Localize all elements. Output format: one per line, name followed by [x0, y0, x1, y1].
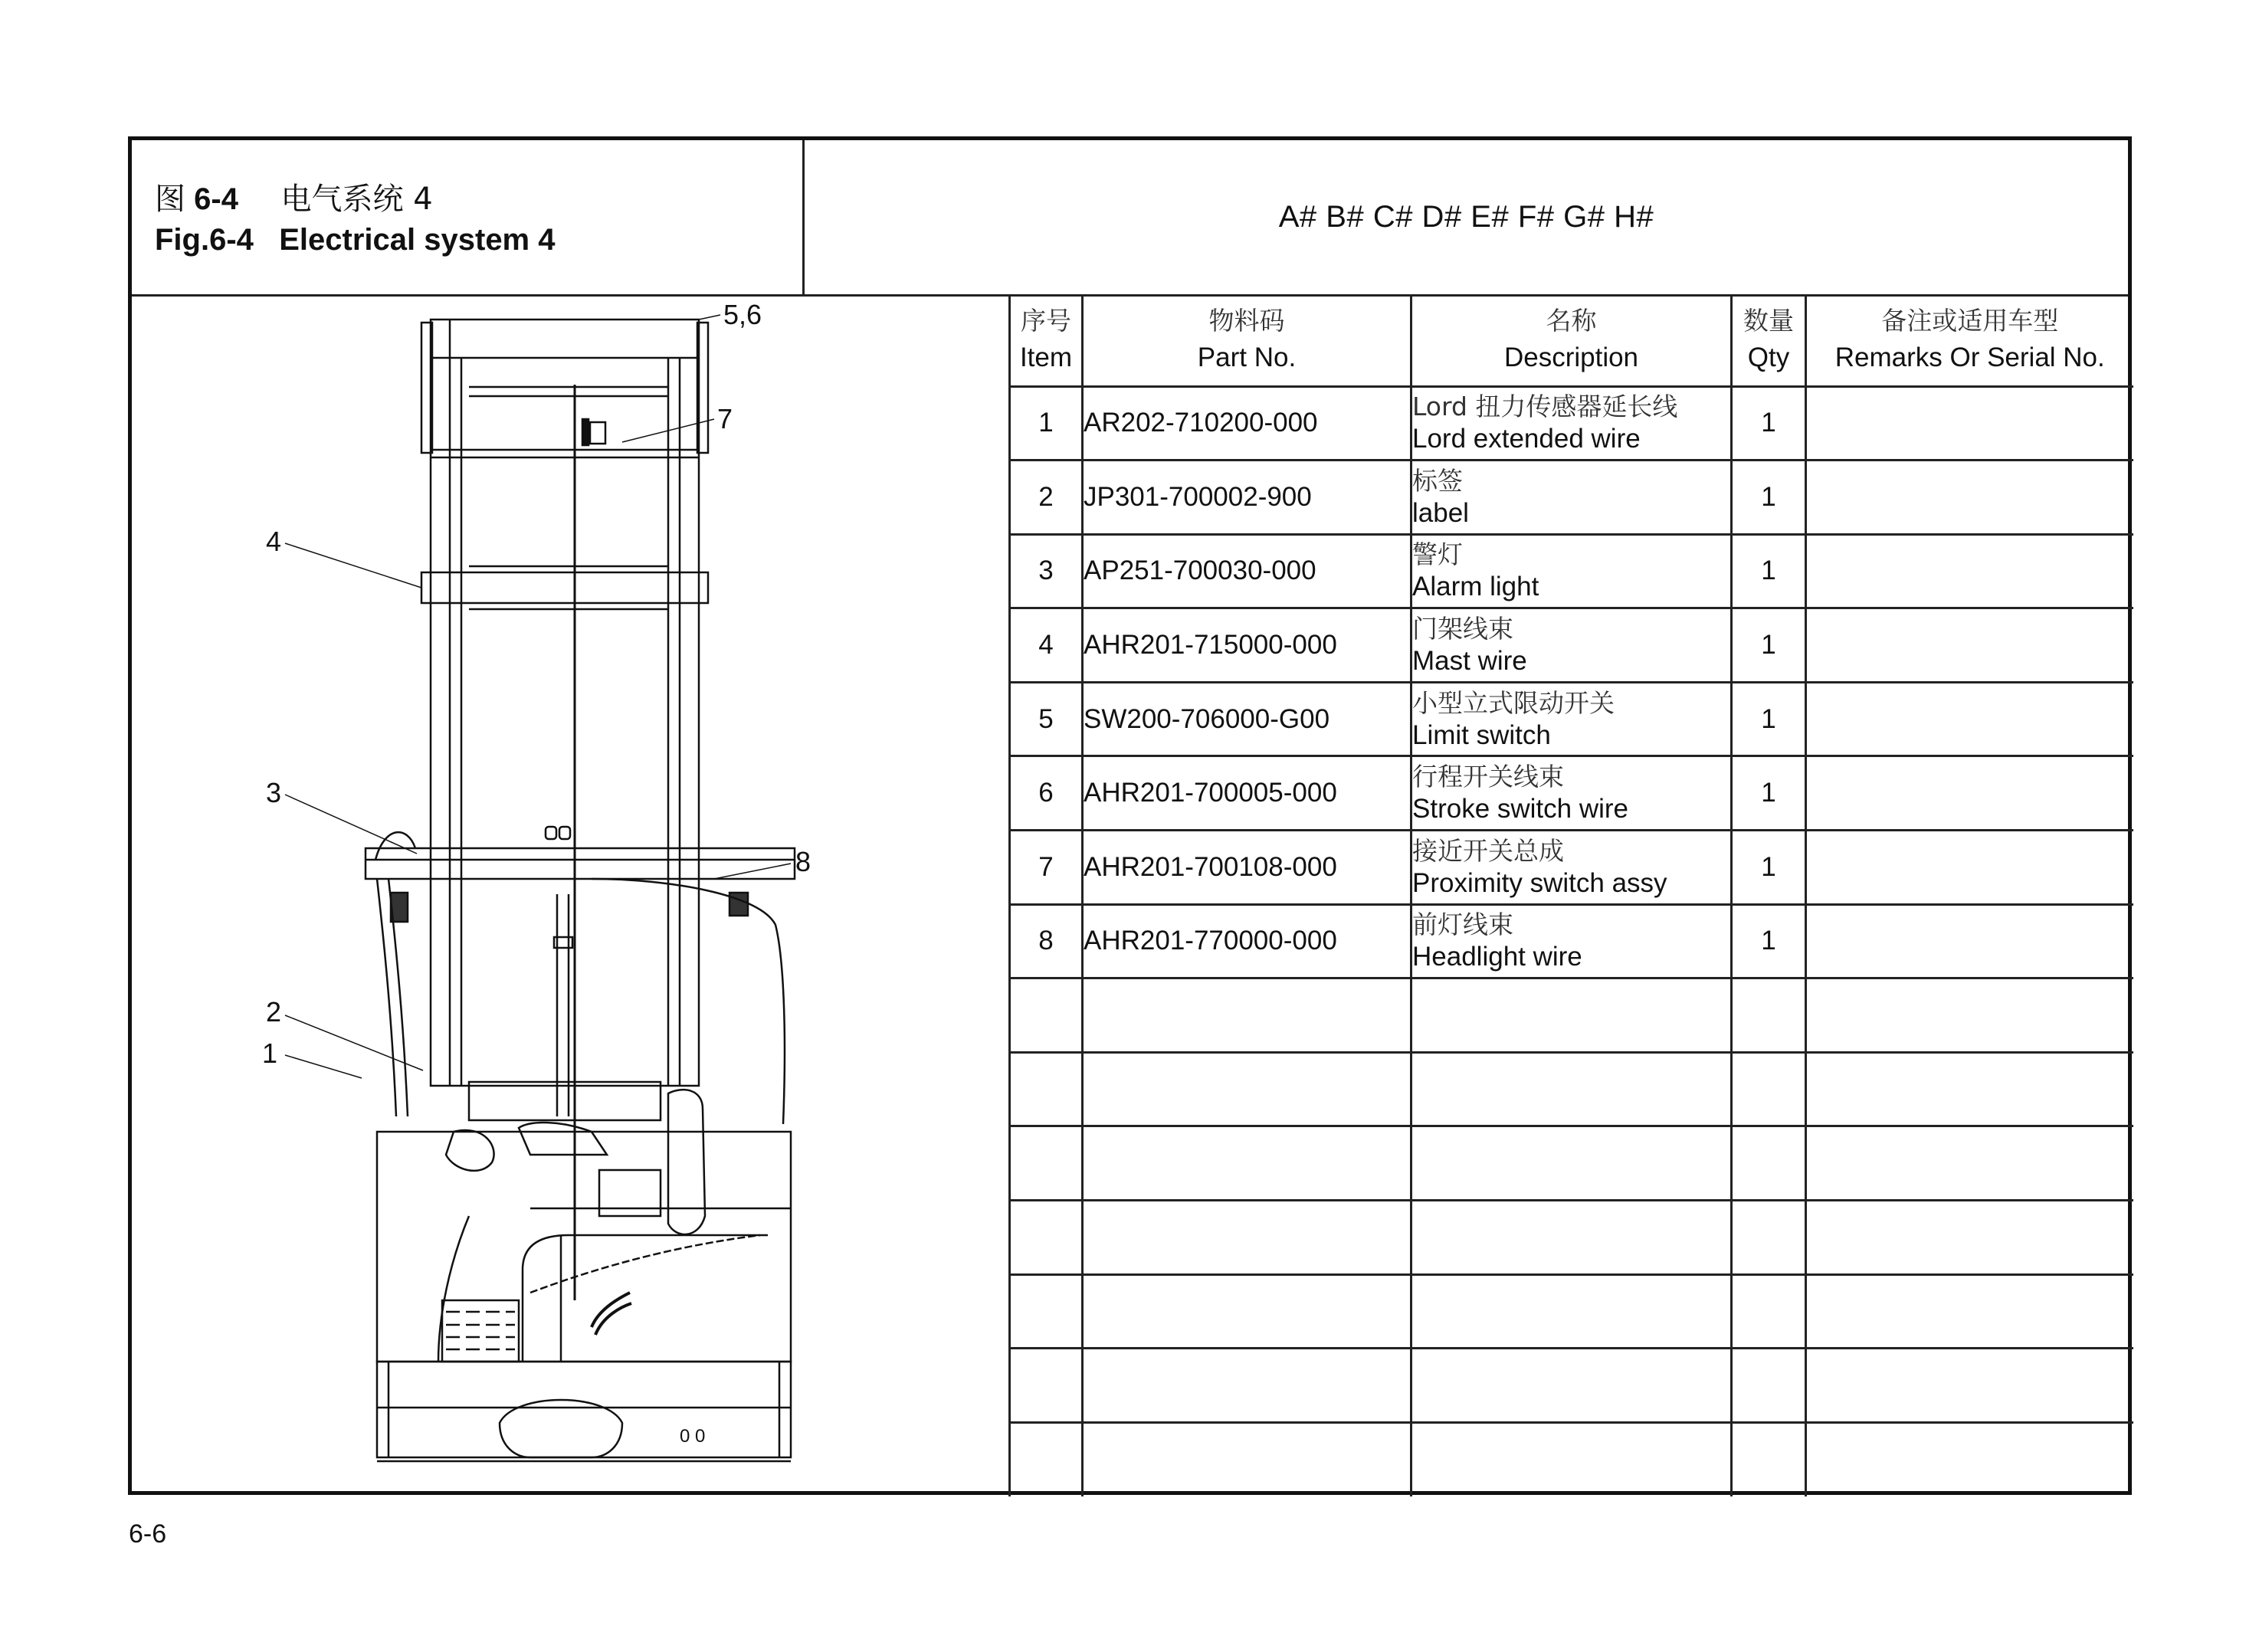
item-number: 3	[1038, 556, 1054, 586]
part-no-cell	[1083, 1126, 1411, 1201]
item-cell	[1010, 978, 1083, 1053]
item-number: 2	[1038, 481, 1054, 512]
part-no-cell	[1083, 756, 1411, 831]
parts-table	[1008, 294, 2133, 1496]
callout-2: 2	[266, 996, 282, 1028]
table-row	[1010, 1274, 2133, 1349]
item-cell	[1010, 1422, 1083, 1496]
qty-cell	[1732, 461, 1806, 535]
table-row	[1010, 461, 2133, 535]
part-number: SW200-706000-G00	[1084, 703, 1330, 734]
remarks-cell	[1806, 1274, 2133, 1349]
description-cell	[1411, 1274, 1732, 1349]
part-no-cell	[1083, 386, 1411, 461]
description-cn: 标签	[1412, 465, 1463, 496]
quantity: 1	[1761, 408, 1776, 438]
table-row	[1010, 1201, 2133, 1275]
part-no-cell	[1083, 1052, 1411, 1126]
description-cell	[1411, 1349, 1732, 1423]
table-row	[1010, 978, 2133, 1053]
description-en: Limit switch	[1412, 719, 1551, 750]
remarks-cell	[1806, 831, 2133, 905]
part-no-cell	[1083, 1201, 1411, 1275]
description-cell	[1411, 608, 1732, 683]
qty-cell	[1732, 831, 1806, 905]
description-en: Lord extended wire	[1412, 424, 1641, 454]
remarks-cell	[1806, 534, 2133, 608]
part-number: AHR201-700005-000	[1084, 778, 1337, 808]
remarks-cell	[1806, 1201, 2133, 1275]
item-number: 7	[1038, 851, 1054, 882]
item-number: 4	[1038, 630, 1054, 660]
description-en: Alarm light	[1412, 572, 1539, 602]
qty-cell	[1732, 1201, 1806, 1275]
quantity: 1	[1761, 926, 1776, 956]
description-en: Mast wire	[1412, 646, 1527, 677]
description-cn: 前灯线束	[1412, 910, 1513, 940]
column-header-description: 名称 Description	[1411, 294, 1732, 386]
description-cell	[1411, 386, 1732, 461]
qty-cell	[1732, 1349, 1806, 1423]
figure-title-cn: 图 6-4 电气系统 4	[155, 182, 433, 217]
description-cell	[1411, 904, 1732, 978]
column-header-item: 序号 Item	[1010, 294, 1083, 386]
description-cell	[1411, 831, 1732, 905]
figure-title-en: Fig.6-4 Electrical system 4	[155, 223, 556, 257]
qty-cell	[1732, 904, 1806, 978]
description-cell	[1411, 1126, 1732, 1201]
description-en: Proximity switch assy	[1412, 867, 1667, 898]
column-header-qty: 数量 Qty	[1732, 294, 1806, 386]
part-number: AHR201-715000-000	[1084, 630, 1337, 660]
quantity: 1	[1761, 556, 1776, 586]
table-row	[1010, 608, 2133, 683]
remarks-cell	[1806, 1422, 2133, 1496]
description-en: Headlight wire	[1412, 942, 1582, 972]
description-cn: 门架线束	[1412, 614, 1513, 644]
description-cell	[1411, 1201, 1732, 1275]
part-number: AP251-700030-000	[1084, 556, 1316, 586]
part-number: AHR201-770000-000	[1084, 926, 1337, 956]
remarks-cell	[1806, 386, 2133, 461]
description-cell	[1411, 1422, 1732, 1496]
callout-5-6: 5,6	[723, 299, 762, 330]
remarks-cell	[1806, 978, 2133, 1053]
item-cell	[1010, 608, 1083, 683]
table-row	[1010, 1349, 2133, 1423]
figure-frame	[128, 136, 2132, 1495]
description-cn: 行程开关线束	[1412, 762, 1564, 792]
item-cell	[1010, 904, 1083, 978]
item-cell	[1010, 1349, 1083, 1423]
item-cell	[1010, 1274, 1083, 1349]
part-no-cell	[1083, 831, 1411, 905]
qty-cell	[1732, 1126, 1806, 1201]
qty-cell	[1732, 978, 1806, 1053]
table-row	[1010, 682, 2133, 756]
table-row	[1010, 904, 2133, 978]
quantity: 1	[1761, 778, 1776, 808]
part-no-cell	[1083, 1349, 1411, 1423]
description-cell	[1411, 756, 1732, 831]
description-cell	[1411, 978, 1732, 1053]
remarks-cell	[1806, 682, 2133, 756]
item-cell	[1010, 1052, 1083, 1126]
item-cell	[1010, 682, 1083, 756]
part-no-cell	[1083, 461, 1411, 535]
remarks-cell	[1806, 1052, 2133, 1126]
remarks-cell	[1806, 904, 2133, 978]
quantity: 1	[1761, 481, 1776, 512]
callout-8: 8	[795, 846, 811, 877]
table-row	[1010, 1126, 2133, 1201]
description-cell	[1411, 534, 1732, 608]
item-cell	[1010, 1126, 1083, 1201]
description-cn: 小型立式限动开关	[1412, 687, 1615, 718]
qty-cell	[1732, 1274, 1806, 1349]
quantity: 1	[1761, 703, 1776, 734]
applicable-models: A# B# C# D# E# F# G# H#	[1278, 200, 1654, 234]
table-row	[1010, 1052, 2133, 1126]
page-number: 6-6	[129, 1519, 167, 1549]
part-no-cell	[1083, 682, 1411, 756]
figure-title-block	[132, 140, 805, 297]
qty-cell	[1732, 1052, 1806, 1126]
table-row	[1010, 831, 2133, 905]
description-cn: 接近开关总成	[1412, 835, 1564, 866]
part-no-cell	[1083, 534, 1411, 608]
item-number: 5	[1038, 703, 1054, 734]
qty-cell	[1732, 608, 1806, 683]
qty-cell	[1732, 682, 1806, 756]
table-row	[1010, 756, 2133, 831]
remarks-cell	[1806, 461, 2133, 535]
applicable-models-block	[805, 140, 2128, 297]
table-row	[1010, 1422, 2133, 1496]
part-no-cell	[1083, 608, 1411, 683]
remarks-cell	[1806, 1349, 2133, 1423]
description-en: label	[1412, 497, 1469, 528]
description-cn: Lord 扭力传感器延长线	[1412, 392, 1678, 422]
part-no-cell	[1083, 904, 1411, 978]
qty-cell	[1732, 1422, 1806, 1496]
item-cell	[1010, 756, 1083, 831]
item-number: 6	[1038, 778, 1054, 808]
table-row	[1010, 534, 2133, 608]
table-row	[1010, 386, 2133, 461]
callout-7: 7	[717, 403, 733, 434]
description-cell	[1411, 1052, 1732, 1126]
description-cn: 警灯	[1412, 539, 1463, 570]
wheel-marking: 0 0	[680, 1426, 706, 1447]
reach-truck-drawing	[132, 297, 1008, 1495]
callout-1: 1	[262, 1037, 278, 1069]
quantity: 1	[1761, 851, 1776, 882]
remarks-cell	[1806, 608, 2133, 683]
part-number: AHR201-700108-000	[1084, 851, 1337, 882]
item-cell	[1010, 1201, 1083, 1275]
item-number: 1	[1038, 408, 1054, 438]
callout-4: 4	[266, 526, 282, 557]
qty-cell	[1732, 756, 1806, 831]
item-number: 8	[1038, 926, 1054, 956]
table-header-row	[1010, 294, 2133, 386]
item-cell	[1010, 386, 1083, 461]
remarks-cell	[1806, 756, 2133, 831]
quantity: 1	[1761, 630, 1776, 660]
remarks-cell	[1806, 1126, 2133, 1201]
column-header-remarks: 备注或适用车型 Remarks Or Serial No.	[1806, 294, 2133, 386]
part-no-cell	[1083, 1274, 1411, 1349]
item-cell	[1010, 534, 1083, 608]
part-number: JP301-700002-900	[1084, 481, 1312, 512]
qty-cell	[1732, 534, 1806, 608]
description-cell	[1411, 682, 1732, 756]
part-no-cell	[1083, 978, 1411, 1053]
description-en: Stroke switch wire	[1412, 794, 1629, 824]
part-no-cell	[1083, 1422, 1411, 1496]
item-cell	[1010, 461, 1083, 535]
item-cell	[1010, 831, 1083, 905]
qty-cell	[1732, 386, 1806, 461]
callout-3: 3	[266, 777, 282, 808]
description-cell	[1411, 461, 1732, 535]
column-header-part-no: 物料码 Part No.	[1083, 294, 1411, 386]
part-number: AR202-710200-000	[1084, 408, 1318, 438]
